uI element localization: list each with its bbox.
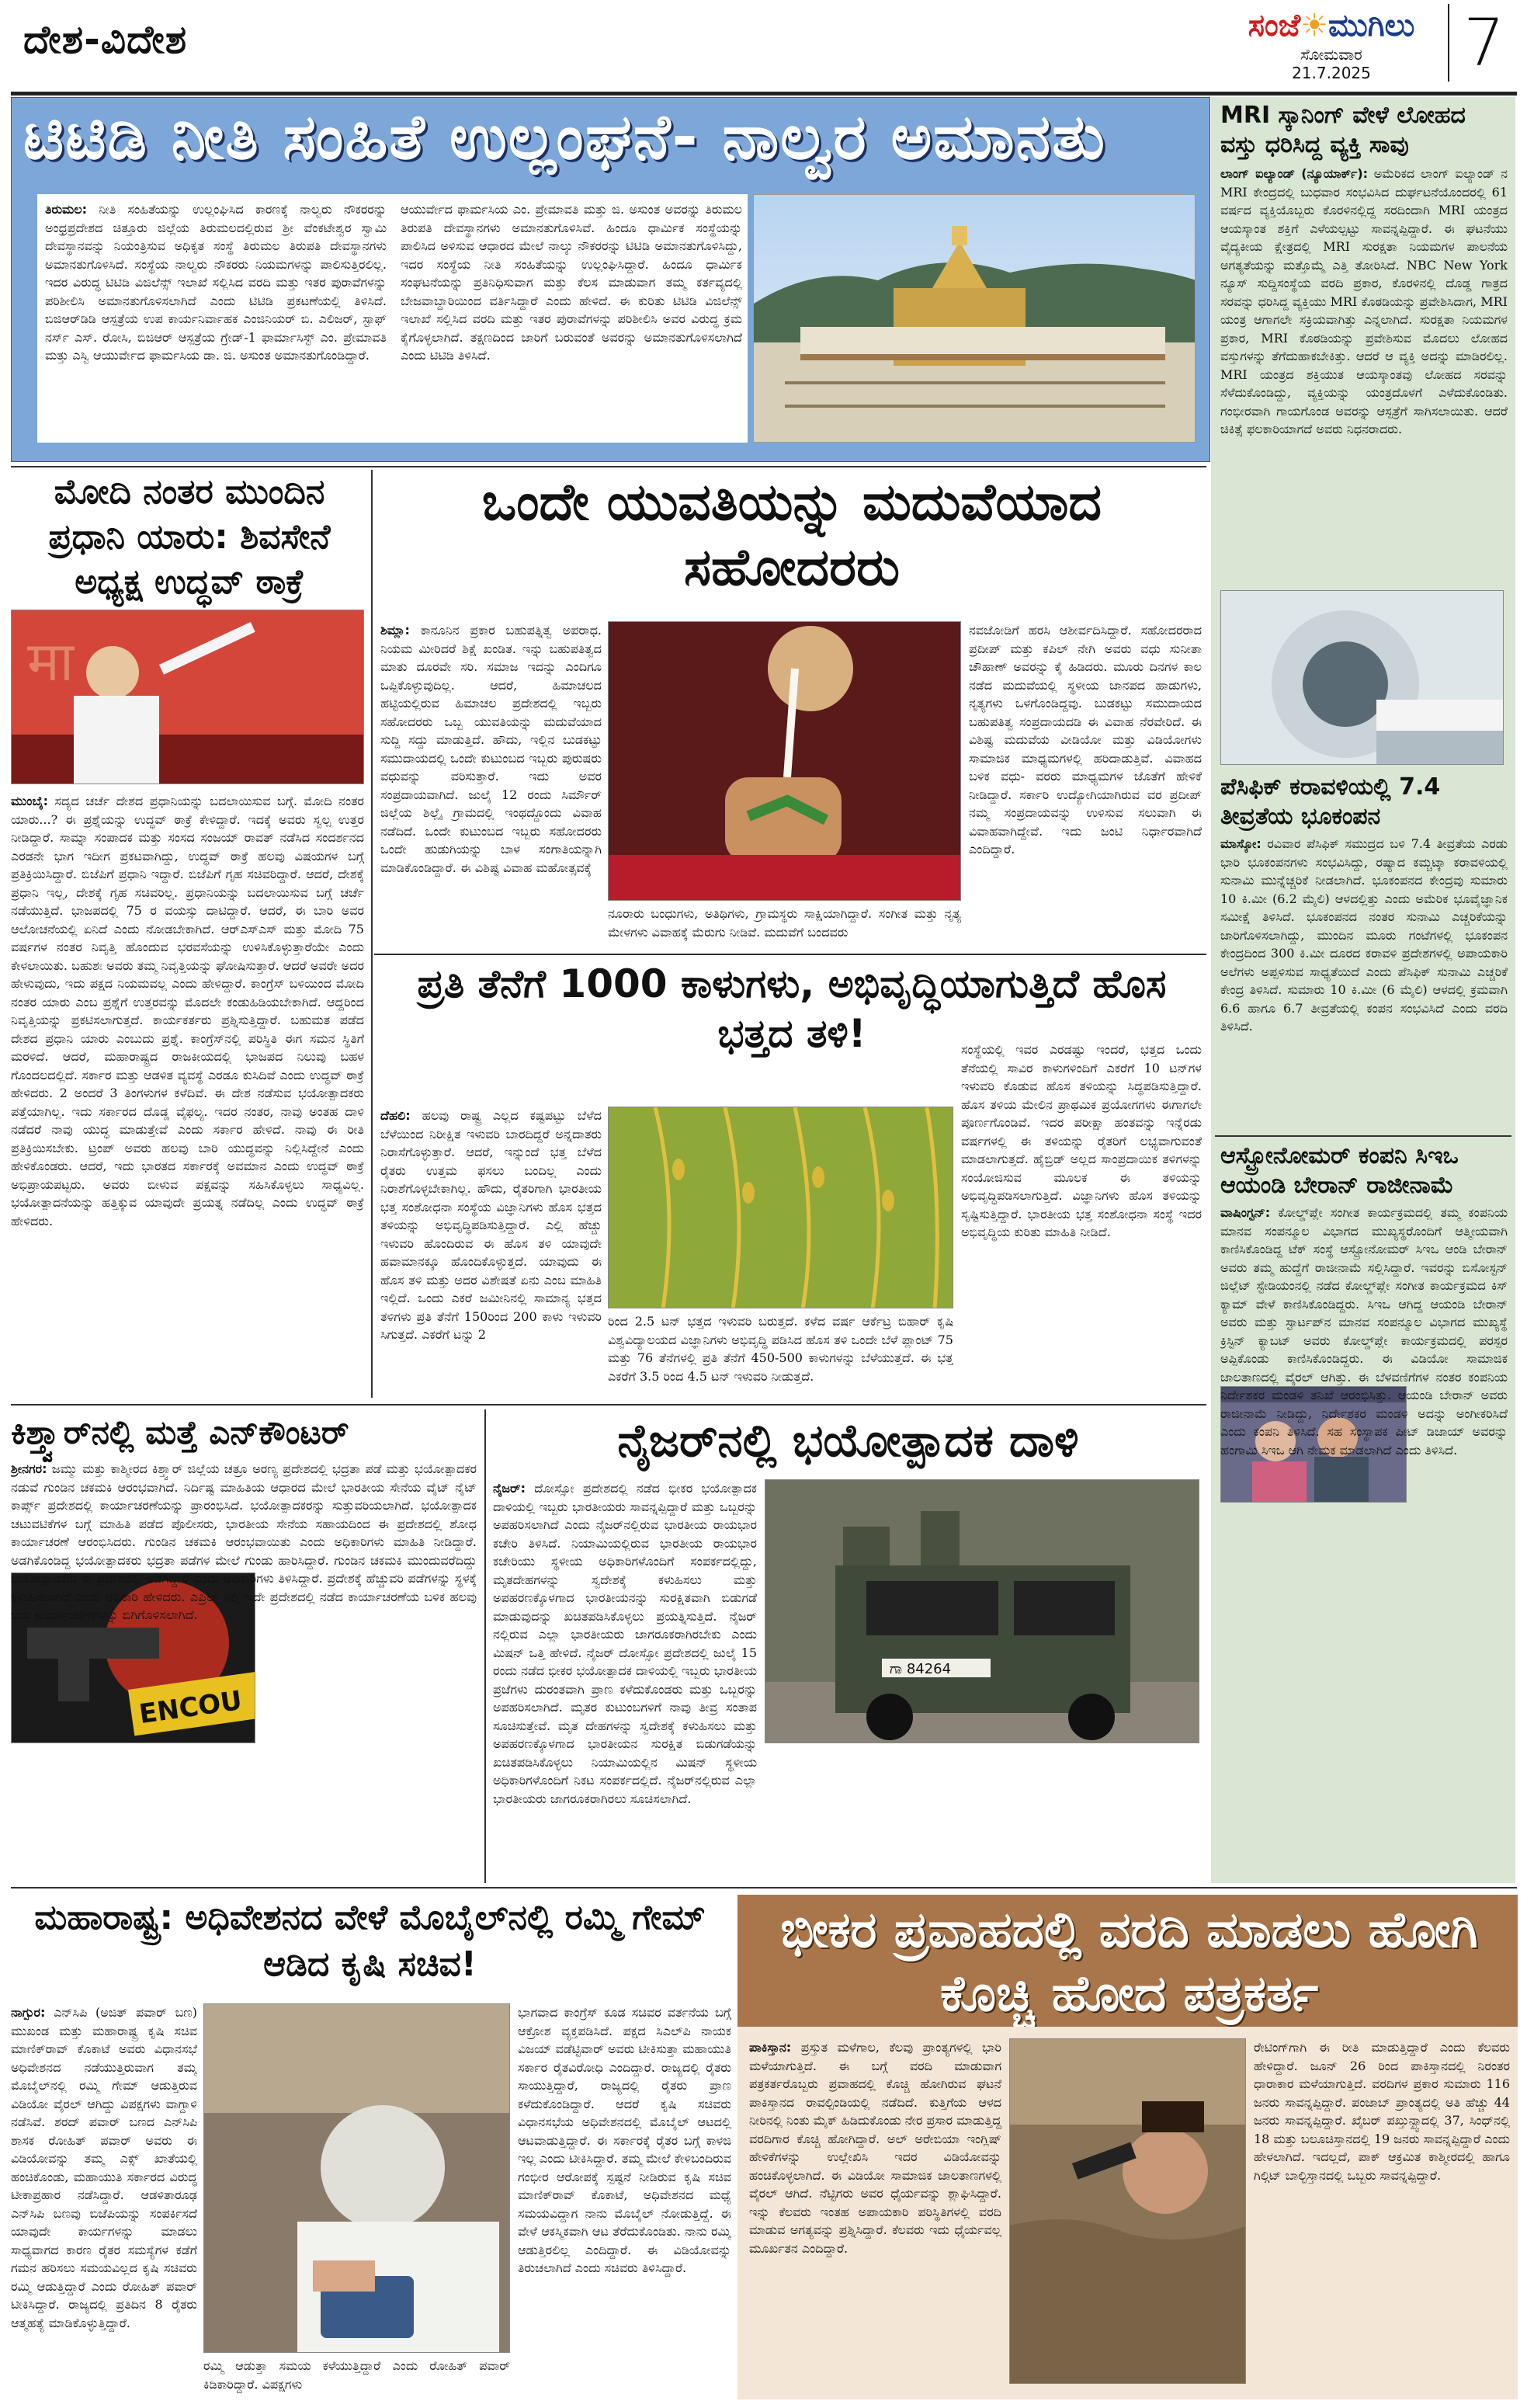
ttd-text-1: ನೀತಿ ಸಂಹಿತೆಯನ್ನು ಉಲ್ಲಂಘಿಸಿದ ಕಾರಣಕ್ಕೆ ನಾಲ್ವರು ನೌಕರರನ್ನು ಅಂಧ್ರಪ್ರದೇಶದ ಚಿತ್ತೂರು ಜಿಲ್ಲೆಯ ತಿರುಮಲದಲ್ಲಿರುವ ಶ್ರೀ ವೆಂಕಟೇಶ್ವರ ಸ್ವಾಮಿ ದೇವಸ್ಥಾನವನ್ನು ನಿಯಂತ್ರಿಸುವ ಅಧಿಕೃತ ಸಂಸ್ಥೆ ತಿರುಮಲ ತಿರುಪತಿ ದೇವಸ್ಥಾನಗಳು ಅಮಾನತುಗೊಳಿಸಿದೆ. ಸಂಸ್ಥೆಯ ನಾಲ್ವರು ನೌಕರರು ನಿಯಮಗಳನ್ನು ಪಾಲಿಸುತ್ತಿರಲಿಲ್ಲ. ಇದರ ವಿರುದ್ಧ ಟಿಟಿಡಿ ವಿಜಿಲೆನ್ಸ್ ಇಲಾಖೆ ಸಲ್ಲಿಸಿದ ವರದಿ ಮತ್ತು ಇತರ ಪುರಾವೆಗಳನ್ನು ಪರಿಶೀಲಿಸಿ ಅಮಾನತುಗೊಳಿಸಲಾಗಿದೆ ಎಂದು ಟಿಟಿಡಿ ಪ್ರಕಟಣೆಯಲ್ಲಿ ತಿಳಿಸಿದೆ. ಬಿಜಿಆರ್‌ಡಿಡಿ ಆಸ್ಪತ್ರೆಯ ಉಪ ಕಾರ್ಯನಿರ್ವಾಹಕ ಎಂಜಿನಿಯರ್ ಬಿ. ಎಲಿಜರ್, ಸ್ಟಾಫ್ ನರ್ಸ್ ಎಸ್. ರೋಸಿ, ಬಿಜಿಆರ್ ಆಸ್ಪತ್ರೆಯ ಗ್ರೇಡ್-1 ಫಾರ್ಮಾಸಿಸ್ಟ್ ಎಂ. ಪ್ರೇಮಾವತಿ ಮತ್ತು ಎಸ್ವಿ ಆಯುರ್ವೇದ ಫಾರ್ಮಸಿಯ ಡಾ. ಜಿ. ಅಸುಂತ ಅಮಾನತುಗೊಂಡಿದ್ದಾರೆ. — [45, 202, 387, 363]
kishtwar-body — [11, 1460, 477, 1883]
svg-text:मा: मा — [27, 630, 74, 693]
niger-dateline: ನೈಜರ್: — [493, 1481, 526, 1496]
rummy-col-1 — [11, 2003, 197, 2399]
mri-body — [1220, 165, 1508, 584]
niger-text: ದೋಸ್ಸೋ ಪ್ರದೇಶದಲ್ಲಿ ನಡೆದ ಭೀಕರ ಭಯೋತ್ಪಾದಕ ದಾಳಿಯಲ್ಲಿ ಇಬ್ಬರು ಭಾರತೀಯರು ಸಾವನ್ನಪ್ಪಿದ್ದಾರೆ ಮತ್ತು ಒಬ್ಬರನ್ನು ಅಪಹರಿಸಲಾಗಿದೆ ಎಂದು ನೈಜರ್‌ನಲ್ಲಿರುವ ಭಾರತೀಯ ರಾಯಭಾರ ಕಚೇರಿ ತಿಳಿಸಿದೆ. ನಿಯಾಮಿಯಲ್ಲಿರುವ ಭಾರತೀಯ ರಾಯಭಾರ ಕಚೇರಿಯು ಸ್ಥಳೀಯ ಅಧಿಕಾರಿಗಳೊಂದಿಗೆ ಸಂಪರ್ಕದಲ್ಲಿದ್ದು, ಮೃತದೇಹಗಳನ್ನು ಸ್ವದೇಶಕ್ಕೆ ಕಳುಹಿಸಲು ಮತ್ತು ಅಪಹರಣಕ್ಕೊಳಗಾದ ಭಾರತೀಯನನ್ನು ಸುರಕ್ಷಿತವಾಗಿ ಬಿಡುಗಡೆ ಮಾಡುವುದನ್ನು ಖಚಿತಪಡಿಸಿಕೊಳ್ಳಲು ಪ್ರಯತ್ನಿಸುತ್ತಿದೆ. ನೈಜರ್ ನಲ್ಲಿರುವ ಎಲ್ಲಾ ಭಾರತೀಯರು ಜಾಗರೂಕರಾಗಿರಬೇಕು ಎಂದು ಮಿಷನ್ ಒತ್ತಿ ಹೇಳಿದೆ. ನೈಜರ್ ದೋಸ್ಸೋ ಪ್ರದೇಶದಲ್ಲಿ ಜುಲೈ 15 ರಂದು ನಡೆದ ಭೀಕರ ಭಯೋತ್ಪಾದಕ ದಾಳಿಯಲ್ಲಿ ಇಬ್ಬರು ಭಾರತೀಯ ಪ್ರಜೆಗಳು ದುರಂತವಾಗಿ ಪ್ರಾಣ ಕಳೆದುಕೊಂಡರು ಮತ್ತು ಒಬ್ಬರನ್ನು ಅಪಹರಿಸಲಾಗಿದೆ. ಮೃತರ ಕುಟುಂಬಗಳಿಗೆ ನಾವು ತೀವ್ರ ಸಂತಾಪ ಸೂಚಿಸುತ್ತೇವೆ. ಮೃತ ದೇಹಗಳನ್ನು ಸ್ವದೇಶಕ್ಕೆ ಕಳುಹಿಸಲು ಮತ್ತು ಅಪಹರಣಕ್ಕೊಳಗಾದ ಭಾರತೀಯನ ಸುರಕ್ಷಿತ ಬಿಡುಗಡೆಯನ್ನು ಖಚಿತಪಡಿಸಿಕೊಳ್ಳಲು ನಿಯಾಮಿಯಲ್ಲಿನ ಮಿಷನ್ ಸ್ಥಳೀಯ ಅಧಿಕಾರಿಗಳೊಂದಿಗೆ ನಿಕಟ ಸಂಪರ್ಕದಲ್ಲಿದೆ. ನೈಜರ್‌ನಲ್ಲಿರುವ ಎಲ್ಲಾ ಭಾರತೀಯರು ಜಾಗರೂಕರಾಗಿರಲು ಸೂಚಿಸಲಾಗಿದೆ. — [493, 1481, 757, 1806]
astronomer-text: ಕೋಲ್ಡ್‌ಪ್ಲೇ ಸಂಗೀತ ಕಾರ್ಯಕ್ರಮದಲ್ಲಿ ತಮ್ಮ ಕಂಪನಿಯ ಮಾನವ ಸಂಪನ್ಮೂಲ ವಿಭಾಗದ ಮುಖ್ಯಸ್ಥರೊಂದಿಗೆ ಆತ್ಮೀಯವಾಗಿ ಕಾಣಿಸಿಕೊಂಡಿದ್ದ ಟೆಕ್ ಸಂಸ್ಥೆ ಆಸ್ಟ್ರೋನೋಮರ್ ಸಿಇಒ ಆಂಡಿ ಬೇರಾನ್ ಅವರು ತಮ್ಮ ಹುದ್ದೆಗೆ ರಾಜೀನಾಮೆ ಸಲ್ಲಿಸಿದ್ದಾರೆ. ಇವರನ್ನು ಬಿಸೋಸ್ಟನ್ ಜಿಲ್ಲೆಟ್ ಸ್ಟೇಡಿಯಂನಲ್ಲಿ ನಡೆದ ಕೋಲ್ಡ್‌ಪ್ಲೇ ಸಂಗೀತ ಕಾರ್ಯಕ್ರಮದ ಕಿಸ್ ಕ್ಯಾಮ್ ವೇಳೆ ಕಾಣಿಸಿಕೊಂಡಿದ್ದರು. ಸಿಇಒ ಆಗಿದ್ದ ಆಯಂಡಿ ಬೇರಾನ್ ಅವರು ಮತ್ತು ಸ್ಟಾರ್ಟಪ್‌ನ ಮಾನವ ಸಂಪನ್ಮೂಲ ವಿಭಾಗದ ಮುಖ್ಯಸ್ಥೆ ಕ್ರಿಸ್ಟಿನ್ ಕ್ಯಾಬಟ್ ಅವರು ಕೋಲ್ಡ್‌ಪ್ಲೇ ಕಾರ್ಯಕ್ರಮದಲ್ಲಿ ಪರಸ್ಪರ ಅಪ್ಪಿಕೊಂಡು ಕಾಣಿಸಿಕೊಂಡಿದ್ದರು. ಈ ವಿಡಿಯೋ ಸಾಮಾಜಿಕ ಜಾಲತಾಣದಲ್ಲಿ ವೈರಲ್ ಆಗಿತ್ತು. ಈ ಬೆಳವಣಿಗೆಗಳ ನಂತರ ಕಂಪನಿಯ ನಿರ್ದೇಶಕರ ಮಂಡಳಿ ತನಿಖೆ ಆರಂಭಿಸಿತ್ತು. ಆಯಂಡಿ ಬೇರಾನ್ ಅವರು ರಾಜೀನಾಮೆ ನೀಡಿದ್ದು, ನಿರ್ದೇಶಕರ ಮಂಡಳಿ ಅದನ್ನು ಅಂಗೀಕರಿಸಿದೆ ಎಂದು ಕಂಪನಿ ತಿಳಿಸಿದೆ. ಸಹ ಸಂಸ್ಥಾಪಕ ಪೀಟ್ ಡಿಜಾಯ್ ಅವರನ್ನು ಹಂಗಾಮಿ ಸಿಇಒ ಆಗಿ ನೇಮಕ ಮಾಡಲಾಗಿದೆ ಎಂದು ತಿಳಿಸಿದೆ. — [1220, 1205, 1508, 1458]
encounter-photo-text: ENCOU — [137, 1684, 245, 1731]
journalist-headline: ಭೀಕರ ಪ್ರವಾಹದಲ್ಲಿ ವರದಿ ಮಾಡಲು ಹೋಗಿ ಕೊಚ್ಚಿ ಹೋದ ಪತ್ರಕರ್ತ — [780, 1902, 1478, 2023]
rice-plant-photo — [608, 1107, 953, 1308]
rice-headline: ಪ್ರತಿ ತೆನೆಗೆ 1000 ಕಾಳುಗಳು, ಅಭಿವೃದ್ಧಿಯಾಗುತ್ತಿದೆ ಹೊಸ ಭತ್ತದ ತಳಿ! — [417, 961, 1167, 1056]
divider — [484, 1409, 486, 1883]
mri-machine-photo — [1220, 590, 1504, 765]
logo-part-a: ಸಂಜೆ — [1248, 8, 1301, 43]
rummy-text-2: ರಮ್ಮಿ ಆಡುತ್ತಾ ಸಮಯ ಕಳೆಯುತ್ತಿದ್ದಾರೆ ಎಂದು ರೋಹಿತ್ ಪವಾರ್ ಕಿಡಿಕಾರಿದ್ದಾರೆ. ವಿಪಕ್ಷಗಳು — [203, 2358, 510, 2392]
ttd-headline: ಟಿಟಿಡಿ ನೀತಿ ಸಂಹಿತೆ ಉಲ್ಲಂಘನೆ- ನಾಲ್ವರ ಅಮಾನತು — [23, 101, 1106, 173]
quake-text: ರವಿವಾರ ಪೆಸಿಫಿಕ್ ಸಮುದ್ರದ ಬಳಿ 7.4 ತೀವ್ರತೆಯ ಎರಡು ಭಾರಿ ಭೂಕಂಪನಗಳು ಸಂಭವಿಸಿದ್ದು, ರಷ್ಯಾದ ಕಮ್ಚಟ್ಕಾ ಕರಾವಳಿಯಲ್ಲಿ ಸುನಾಮಿ ಮುನ್ನೆಚ್ಚರಿಕೆ ನೀಡಲಾಗಿದೆ. ಭೂಕಂಪನದ ಕೇಂದ್ರವು ಸುಮಾರು 10 ಕಿ.ಮೀ (6.2 ಮೈಲಿ) ಆಳದಲ್ಲಿತ್ತು ಎಂದು ಅಮೆರಿಕ ಭೂವೈಜ್ಞಾನಿಕ ಸಮೀಕ್ಷೆ ತಿಳಿಸಿದೆ. ಭೂಕಂಪನದ ನಂತರ ಸುನಾಮಿ ಎಚ್ಚರಿಕೆಯನ್ನು ಜಾರಿಗೊಳಿಸಲಾಗಿದ್ದು, ಮುಂದಿನ ಮೂರು ಗಂಟೆಗಳಲ್ಲಿ ಭೂಕಂಪನ ಕೇಂದ್ರದಿಂದ 300 ಕಿ.ಮೀ ದೂರದ ಕರಾವಳಿ ಪ್ರದೇಶಗಳಲ್ಲಿ ಅಪಾಯಕಾರಿ ಅಲೆಗಳು ಅಪ್ಪಳಿಸುವ ಸಾಧ್ಯತೆಯಿದೆ ಎಂದು ಪೆಸಿಫಿಕ್ ಸುನಾಮಿ ಎಚ್ಚರಿಕೆ ಕೇಂದ್ರ ತಿಳಿಸಿದೆ. ಸುಮಾರು 10 ಕಿ.ಮೀ (6 ಮೈಲಿ) ಆಳದಲ್ಲಿ ಕ್ರಮವಾಗಿ 6.6 ಹಾಗೂ 6.7 ತೀವ್ರತೆಯಲ್ಲಿ ಕಂಪನ ಸಂಭವಿಸಿದೆ ಎಂದು ವರದಿ ತಿಳಿಸಿದೆ. — [1220, 836, 1508, 1034]
rice-dateline: ದೆಹಲಿ: — [380, 1108, 411, 1123]
rummy-text-1: ಎನ್‌ಸಿಪಿ (ಅಜಿತ್ ಪವಾರ್ ಬಣ) ಮುಖಂಡ ಮತ್ತು ಮಹಾರಾಷ್ಟ್ರ ಕೃಷಿ ಸಚಿವ ಮಾಣಿಕ್‌ರಾವ್ ಕೊಕಾಟೆ ಅವರು ವಿಧಾನಸಭೆ ಅಧಿವೇಶನದ ನಡೆಯುತ್ತಿರುವಾಗ ತಮ್ಮ ಮೊಬೈಲ್‌ನಲ್ಲಿ ರಮ್ಮಿ ಗೇಮ್ ಆಡುತ್ತಿರುವ ವಿಡಿಯೋ ವೈರಲ್ ಆಗಿದ್ದು ವಿಪಕ್ಷಗಳು ವಾಗ್ದಾಳಿ ನಡೆಸಿವೆ. ಶರದ್ ಪವಾರ್ ಬಣದ ಎನ್‌ಸಿಪಿ ಶಾಸಕ ರೋಹಿತ್ ಪವಾರ್ ಅವರು ಈ ವಿಡಿಯೋವನ್ನು ತಮ್ಮ ಎಕ್ಸ್ ಖಾತೆಯಲ್ಲಿ ಹಂಚಿಕೊಂಡು, ಮಹಾಯುತಿ ಸರ್ಕಾರದ ವಿರುದ್ಧ ಟೀಕಾಪ್ರಹಾರ ನಡೆಸಿದ್ದಾರೆ. ಆಡಳಿತಾರೂಢ ಎನ್‌ಸಿಪಿ ಬಣವು ಬಿಜೆಪಿಯನ್ನು ಸಂಪರ್ಕಿಸದೆ ಯಾವುದೇ ಕಾರ್ಯಗಳನ್ನು ಮಾಡಲು ಸಾಧ್ಯವಾಗದ ಕಾರಣ ರೈತರ ಸಮಸ್ಯೆಗಳ ಕಡೆಗೆ ಗಮನ ಹರಿಸಲು ಸಮಯವಿಲ್ಲದ ಕೃಷಿ ಸಚಿವರು ರಮ್ಮಿ ಆಡುತ್ತಿದ್ದಾರೆ ಎಂದು ರೋಹಿತ್ ಪವಾರ್ ಟೀಕಿಸಿದ್ದಾರೆ. ರಾಜ್ಯದಲ್ಲಿ ಪ್ರತಿದಿನ 8 ರೈತರು ಆತ್ಮಹತ್ಯೆ ಮಾಡಿಕೊಳ್ಳುತ್ತಿದ್ದಾರೆ. — [11, 2005, 197, 2330]
page-number: 7 — [1448, 4, 1504, 82]
thackeray-photo — [11, 610, 364, 784]
thackeray-headline: ಮೋದಿ ನಂತರ ಮುಂದಿನ ಪ್ರಧಾನಿ ಯಾರು: ಶಿವಸೇನೆ ಅಧ್ಯಕ್ಷ ಉದ್ಧವ್ ಠಾಕ್ರೆ — [48, 472, 331, 602]
divider — [374, 954, 1206, 955]
top-rule — [11, 92, 1517, 96]
brothers-col-1 — [380, 621, 602, 947]
masthead-day: ಸೋಮವಾರ — [1300, 45, 1362, 64]
ttd-col-2 — [401, 200, 742, 437]
journalist-dateline: ಪಾಕಿಸ್ತಾನ: — [749, 2040, 792, 2055]
brothers-col-2 — [608, 905, 961, 947]
thackeray-text: ಸದ್ಯದ ಚರ್ಚೆ ದೇಶದ ಪ್ರಧಾನಿಯನ್ನು ಬದಲಾಯಿಸುವ ಬಗ್ಗೆ. ಮೋದಿ ನಂತರ ಯಾರು...? ಈ ಪ್ರಶ್ನೆಯನ್ನು ಉದ್ಧವ್ ಠಾಕ್ರೆ ಕೇಳಿದ್ದಾರೆ. ಇದಕ್ಕೆ ಅವರು ಸ್ವಲ್ಪ ಉತ್ತರ ನೀಡಿದ್ದಾರೆ. ಸಾಮ್ನಾ ಸಂಪಾದಕ ಮತ್ತು ಸಂಸದ ಸಂಜಯ್ ರಾವತ್ ನಡೆಸಿದ ಸಂದರ್ಶನದ ಎರಡನೇ ಭಾಗ ಇದೀಗ ಪ್ರಕಟವಾಗಿದ್ದು, ಉದ್ಧವ್ ಠಾಕ್ರೆ ಹಲವು ವಿಷಯಗಳ ಬಗ್ಗೆ ಪ್ರತಿಕ್ರಿಯಿಸಿದ್ದಾರೆ. ಬಿಜೆಪಿಗೆ ಪ್ರಧಾನಿ ಇದ್ದಾರೆ. ಬಿಜೆಪಿಗೆ ಗೃಹ ಸಚಿವರಿದ್ದಾರೆ. ಆದರೆ, ದೇಶಕ್ಕೆ ಪ್ರಧಾನಿ ಇಲ್ಲ, ದೇಶಕ್ಕೆ ಗೃಹ ಸಚಿವರಿಲ್ಲ. ಪ್ರಧಾನಿಯನ್ನು ಬದಲಾಯಿಸುವ ಬಗ್ಗೆ ಚರ್ಚೆ ನಡೆಯುತ್ತಿದೆ. ಭಾಜಪದಲ್ಲಿ 75 ರ ವಯಸ್ಸು ದಾಟಿದ್ದಾರೆ. ಆದರೆ, ಈ ಬಾರಿ ಅವರ ಆಲೋಚನೆಯಲ್ಲಿ ಏನಿದೆ ಎಂದು ನೋಡಬೇಕಾಗಿದೆ. ಆರ್‌ಎಸ್‌ಎಸ್ ಮತ್ತು ಮೋದಿ 75 ವರ್ಷಗಳ ನಂತರ ನಿವೃತ್ತಿ ಹೊಂದುವ ಭರವಸೆಯನ್ನು ಉಳಿಸಿಕೊಳ್ಳುತ್ತಾರೆಯೇ ಎಂದು ಕೇಳಲಾಯಿತು. ಬಹುಶಃ ಅವರು ತಮ್ಮ ನಿವೃತ್ತಿಯನ್ನು ಘೋಷಿಸುತ್ತಾರೆ. ಆದರೆ ಅವರೇ ಅದರ ಹೇಳುವುದು, ಇದು ಪಕ್ಷದ ನಿಯಮವಲ್ಲ ಎಂದು ಹೇಳಿದ್ದಾರೆ. ಕಾಂಗ್ರೆಸ್ ಬಳಿಯಿಂದ ಮೋದಿ ನಂತರ ಯಾರು ಎಂಬ ಪ್ರಶ್ನೆಗೆ ಉತ್ತರವನ್ನು ಮೊದಲೇ ಕಂಡುಹಿಡಿಯಬೇಕಾಗಿದೆ. ಆದ್ದರಿಂದ ನಿವೃತ್ತಿಯನ್ನು ಪ್ರಕಟಿಸಲಾಗುತ್ತದೆ. ಕಾರ್ಯಕರ್ತರು ಪ್ರಶ್ನಿಸುತ್ತಿದ್ದಾರೆ. ಬಹುಮತ ಪಡೆದ ದೇಶದ ಪ್ರಧಾನಿ ಯಾರು ಎಂಬುದು ಪ್ರಶ್ನೆ. ಕಾಂಗ್ರೆಸ್‌ನಲ್ಲಿ ಪರಿಸ್ಥಿತಿ ಈಗ ಸಮನ ಸ್ಥಿತಿಗೆ ಮರಳಿದೆ. ಆದರೆ, ಮಹಾರಾಷ್ಟ್ರದ ರಾಜಕೀಯದಲ್ಲಿ ಭಾಜಪದ ನಿಲುವು ಬಹಳ ಗೊಂದಲದಲ್ಲಿದೆ. ಸರ್ಕಾರ ಮತ್ತು ಆಡಳಿತ ವ್ಯವಸ್ಥೆ ಎರಡೂ ಕುಸಿದಿವೆ ಎಂದು ಉದ್ಧವ್ ಠಾಕ್ರೆ ಹೇಳಿದರು. 2 ಅಂದರೆ 3 ತಿಂಗಳುಗಳ ಕಳೆದಿವೆ. ಈ ದೇಶ ನಡೆಸುವ ಭಯೋತ್ಪಾದಕರು ಪತ್ತೆಯಾಗಿಲ್ಲ. ಇದು ಸರ್ಕಾರದ ದೊಡ್ಡ ವೈಫಲ್ಯ. ಇದರ ನಂತರ, ನಾವು ಅಂತಹ ದಾಳಿ ನಡೆದರೆ ನಾವು ಯುದ್ಧ ಮಾಡುತ್ತೇವೆ ಎಂದು ಸರ್ಕಾರ ಹೇಳಿದೆ. ನಾವು ಈ ರೀತಿ ಪ್ರತಿಕ್ರಿಯಿಸಬೇಕು. ಟ್ರಂಪ್ ಅವರು ಹಲವು ಬಾರಿ ಯುದ್ಧವನ್ನು ನಿಲ್ಲಿಸಿದ್ದೇನೆ ಎಂದು ಹೇಳಿಕೊಂಡರು. ಆದರೆ, ಇದು ಭಾರತದ ಸರ್ಕಾರಕ್ಕೆ ಅವಮಾನ ಎಂದು ಉದ್ಧವ್ ಠಾಕ್ರೆ ಅಭಿಪ್ರಾಯಪಟ್ಟರು. ಅವರು ಬೀಳುವ ಪಕ್ಷವನ್ನು ಸಹಿಸಿಕೊಳ್ಳಲು ಸಾಧ್ಯವಿಲ್ಲ. ಭಯೋತ್ಪಾದನೆಯನ್ನು ಹತ್ತಿಕ್ಕುವ ಯಾವುದೇ ಪ್ರಯತ್ನ ನಡೆದಿಲ್ಲ ಎಂದು ಉದ್ಧವ್ ಠಾಕ್ರೆ ಹೇಳಿದರು. — [11, 794, 364, 1228]
brothers-headline: ಒಂದೇ ಯುವತಿಯನ್ನು ಮದುವೆಯಾದ ಸಹೋದರರು — [481, 472, 1102, 597]
army-truck-photo — [765, 1479, 1199, 1743]
masthead-date: 21.7.2025 — [1292, 64, 1371, 82]
astronomer-headline: ಆಸ್ಟ್ರೋನೋಮರ್ ಕಂಪನಿ ಸಿಇಒ ಆಯಂಡಿ ಬೇರಾನ್ ರಾಜೀನಾಮೆ — [1220, 1142, 1459, 1199]
tirumala-temple-photo — [753, 194, 1196, 443]
section-title: ದೇಶ-ವಿದೇಶ — [23, 17, 188, 62]
logo-part-b: ಮುಗಿಲು — [1328, 8, 1415, 43]
rice-col-1 — [380, 1107, 602, 1398]
rummy-col-3 — [518, 2003, 731, 2399]
masthead-logo — [1219, 6, 1444, 88]
niger-body — [493, 1479, 757, 1883]
mri-dateline: ಲಾಂಗ್ ಐಲ್ಯಾಂಡ್ (ನ್ಯೂಯಾರ್ಕ್): — [1220, 166, 1369, 181]
sun-icon: ☀ — [1300, 8, 1329, 43]
rice-col-3 — [961, 1041, 1202, 1398]
thackeray-dateline: ಮುಂಬೈ: — [11, 794, 49, 808]
rummy-dateline: ನಾಗ್ಪುರ: — [11, 2005, 46, 2020]
ttd-dateline: ತಿರುಮಲ: — [45, 202, 88, 217]
ttd-text-panel — [37, 194, 748, 443]
kishtwar-text: ಜಮ್ಮು ಮತ್ತು ಕಾಶ್ಮೀರದ ಕಿಶ್ತ್ವಾರ್ ಜಿಲ್ಲೆಯ ಚತ್ರೂ ಅರಣ್ಯ ಪ್ರದೇಶದಲ್ಲಿ ಭದ್ರತಾ ಪಡೆ ಮತ್ತು ಭಯೋತ್ಪಾದಕರ ನಡುವೆ ಗುಂಡಿನ ಚಕಮಕಿ ಆರಂಭವಾಗಿದೆ. ನಿರ್ದಿಷ್ಟ ಮಾಹಿತಿಯ ಆಧಾರದ ಮೇಲೆ ಭಾರತೀಯ ಸೇನೆಯ ವೈಟ್ ನೈಟ್ ಕಾರ್ಪ್ಸ್ ಪ್ರದೇಶದಲ್ಲಿ ಕಾರ್ಯಾಚರಣೆಯನ್ನು ಪ್ರಾರಂಭಿಸಿದೆ. ಭಯೋತ್ಪಾದಕರನ್ನು ಸುತ್ತುವರಿಯಲಾಗಿದೆ. ಭಯೋತ್ಪಾದಕ ಚಟುವಟಿಕೆಗಳ ಬಗ್ಗೆ ಮಾಹಿತಿ ಪಡೆದ ಪೊಲೀಸರು, ಭಾರತೀಯ ಸೇನೆಯ ಸಹಾಯದಿಂದ ಈ ಪ್ರದೇಶದಲ್ಲಿ ಶೋಧ ಕಾರ್ಯಾಚರಣೆ ಆರಂಭಿಸಿದರು. ಗುಂಡಿನ ಚಕಮಕಿ ಆರಂಭವಾಯಿತು ಎಂದು ಅಧಿಕಾರಿಗಳು ಮಾಹಿತಿ ನೀಡಿದ್ದಾರೆ. ಅಡಗಿಕೊಂಡಿದ್ದ ಭಯೋತ್ಪಾದಕರು ಭದ್ರತಾ ಪಡೆಗಳ ಮೇಲೆ ಗುಂಡು ಹಾರಿಸಿದ್ದಾರೆ. ಗುಂಡಿನ ಚಕಮಕಿ ಮುಂದುವರೆದಿದ್ದು ಭಯೋತ್ಪಾದಕರು ಈ ಪ್ರದೇಶದಲ್ಲಿ ಅಡಗಿದ್ದಾರೆ ಎಂದು ಅಧಿಕಾರಿಗಳು ತಿಳಿಸಿದ್ದಾರೆ. ಪ್ರದೇಶಕ್ಕೆ ಹೆಚ್ಚುವರಿ ಪಡೆಗಳನ್ನು ಸ್ಥಳಕ್ಕೆ ಕಳುಹಿಸಲಾಗಿದೆ ಎಂದು ಅಧಿಕಾರಿ ಹೇಳಿದರು. ಎಪ್ರಿಲ್ ನಲ್ಲಿ ಇದೇ ಪ್ರದೇಶದಲ್ಲಿ ನಡೆದ ಕಾರ್ಯಾಚರಣೆಯ ಬಳಿಕ ಹಲವು ಬಾರಿ ಕಾರ್ಯಾಚರಣೆಗಳನ್ನು ಬಿಗಿಗೊಳಿಸಲಾಗಿದೆ. — [11, 1461, 477, 1622]
ttd-text-2: ಆಯುರ್ವೇದ ಫಾರ್ಮಸಿಯ ಎಂ. ಪ್ರೇಮಾವತಿ ಮತ್ತು ಜಿ. ಅಸುಂತ ಅವರನ್ನು ತಿರುಮಲ ತಿರುಪತಿ ದೇವಸ್ಥಾನಗಳು ಅಮಾನತುಗೊಳಿಸಿವೆ. ಹಿಂದೂ ಧಾರ್ಮಿಕ ಸಂಸ್ಥೆಯನ್ನು ಪಾಲಿಸಿದ ಅಳಿಸುವ ಆಧಾರದ ಮೇಲೆ ನಾಲ್ಕು ನೌಕರರನ್ನು ಟಿಟಿಡಿ ಅಮಾನತುಗೊಳಿಸಿದ್ದು, ಇದರ ಸಂಸ್ಥೆಯ ನೀತಿ ಸಂಹಿತೆಯನ್ನು ಉಲ್ಲಂಘಿಸಿದ್ದಾರೆ. ಹಿಂದೂ ಧಾರ್ಮಿಕ ಸಂಘಟನೆಯನ್ನು ಪ್ರತಿನಿಧಿಸುವಾಗ ಮತ್ತು ಕೆಲಸ ಮಾಡುವಾಗ ತಮ್ಮ ಕರ್ತವ್ಯದಲ್ಲಿ ಬೇಜವಾಬ್ದಾರಿಯಿಂದ ವರ್ತಿಸಿದ್ದಾರೆ ಎಂದು ಹೇಳಿದೆ. ಈ ಕುರಿತು ಟಿಟಿಡಿ ವಿಜಿಲೆನ್ಸ್ ಇಲಾಖೆ ಸಲ್ಲಿಸಿದ ವರದಿ ಮತ್ತು ಇತರ ಪುರಾವೆಗಳನ್ನು ಪರಿಶೀಲಿಸಿ ಅವರ ವಿರುದ್ಧ ಕ್ರಮ ಕೈಗೊಳ್ಳಲಾಗಿದೆ. ತಕ್ಷಣದಿಂದ ಜಾರಿಗೆ ಬರುವಂತೆ ಅವರನ್ನು ಅಮಾನತುಗೊಳಿಸಲಾಗಿದೆ ಎಂದು ಟಿಟಿಡಿ ತಿಳಿಸಿದೆ. — [401, 202, 742, 363]
divider — [11, 466, 1206, 467]
divider — [371, 470, 373, 1398]
journalist-text-1: ಪ್ರಸ್ತುತ ಮಳೆಗಾಲ, ಕೆಲವು ಪ್ರಾಂತ್ಯಗಳಲ್ಲಿ ಭಾರಿ ಮಳೆಯಾಗುತ್ತಿದೆ. ಈ ಬಗ್ಗೆ ವರದಿ ಮಾಡುವಾಗ ಪತ್ರಕರ್ತರೊಬ್ಬರು ಪ್ರವಾಹದಲ್ಲಿ ಕೊಚ್ಚಿ ಹೋಗಿರುವ ಘಟನೆ ಪಾಕಿಸ್ತಾನದ ರಾವಲ್ಪಿಂಡಿಯಲ್ಲಿ ನಡೆದಿದೆ. ಕುತ್ತಿಗೆಯ ಆಳದ ನೀರಿನಲ್ಲಿ ನಿಂತು ಮೈಕ್ ಹಿಡಿದುಕೊಂಡು ನೇರ ಪ್ರಸಾರ ಮಾಡುತ್ತಿದ್ದ ವರದಿಗಾರ ಕೊಚ್ಚಿ ಹೋಗಿದ್ದಾರೆ. ಅಲ್ ಅರೇಬಿಯಾ ಇಂಗ್ಲಿಷ್ ಹೇಳಿಕೆಗಳನ್ನು ಉಲ್ಲೇಖಿಸಿ ಇದರ ವಿಡಿಯೋವನ್ನು ಹಂಚಿಕೊಳ್ಳಲಾಗಿದೆ. ಈ ವಿಡಿಯೋ ಸಾಮಾಜಿಕ ಜಾಲತಾಣಗಳಲ್ಲಿ ವೈರಲ್ ಆಗಿದೆ. ನೆಟ್ಟಿಗರು ಅವರ ಧೈರ್ಯವನ್ನು ಶ್ಲಾಘಿಸಿದ್ದಾರೆ. ಇನ್ನು ಕೆಲವರು ಇಂತಹ ಅಪಾಯಕಾರಿ ಪರಿಸ್ಥಿತಿಗಳಲ್ಲಿ ವರದಿ ಮಾಡುವ ಅಗತ್ಯವನ್ನು ಪ್ರಶ್ನಿಸಿದ್ದಾರೆ. ಕೆಲವರು ಇದು ಧೈರ್ಯವಲ್ಲ ಮೂರ್ಖತನ ಎಂದಿದ್ದಾರೆ. — [749, 2040, 1001, 2256]
ttd-col-1 — [45, 200, 387, 437]
rummy-text-3: ಭಾಗವಾದ ಕಾಂಗ್ರೆಸ್ ಕೂಡ ಸಚಿವರ ವರ್ತನೆಯ ಬಗ್ಗೆ ಆಕ್ರೋಶ ವ್ಯಕ್ತಪಡಿಸಿದೆ. ಪಕ್ಷದ ಸಿಎಲ್‌ಪಿ ನಾಯಕ ವಿಜಯ್ ವಡೆಟ್ಟಿವಾರ್ ಅವರು ಟೀಕಿಸುತ್ತಾ ಮಹಾಯುತಿ ಸರ್ಕಾರ ರೈತವಿರೋಧಿ ಎಂದಿದ್ದಾರೆ. ರಾಜ್ಯದಲ್ಲಿ ರೈತರು ಸಾಯುತ್ತಿದ್ದಾರೆ, ರಾಜ್ಯದಲ್ಲಿ ರೈತರು ಪ್ರಾಣ ಕಳೆದುಕೊಂಡಿದ್ದಾರೆ. ಆದರೆ ಕೃಷಿ ಸಚಿವರು ವಿಧಾನಸಭೆಯ ಅಧಿವೇಶನದಲ್ಲಿ ಮೊಬೈಲ್ ಆಟದಲ್ಲಿ ಆಟವಾಡುತ್ತಿದ್ದಾರೆ. ಈ ಸರ್ಕಾರಕ್ಕೆ ರೈತರ ಬಗ್ಗೆ ಕಾಳಜಿ ಇಲ್ಲ ಎಂದು ಟೀಕಿಸಿದ್ದಾರೆ. ತಮ್ಮ ಮೇಲೆ ಕೇಳಿಬಂದಿರುವ ಗಂಭೀರ ಆರೋಪಕ್ಕೆ ಸ್ಪಷ್ಟನೆ ನೀಡಿರುವ ಕೃಷಿ ಸಚಿವ ಮಾಣಿಕ್‌ರಾವ್ ಕೊಕಾಟೆ, ಅಧಿವೇಶನದ ಮಧ್ಯೆ ಸಮಯವಿದ್ದಾಗ ನಾನು ಮೊಬೈಲ್ ನೋಡುತ್ತಿದ್ದೆ. ಈ ವೇಳೆ ಆಕಸ್ಮಿಕವಾಗಿ ಆಟ ತೆರೆದುಕೊಂಡಿತು. ನಾನು ರಮ್ಮಿ ಆಡುತ್ತಿರಲಿಲ್ಲ ಎಂದಿದ್ದಾರೆ. ಈ ವಿಡಿಯೋವನ್ನು ತಿರುಚಲಾಗಿದೆ ಎಂದು ಸಚಿವರು ತಿಳಿಸಿದ್ದಾರೆ. — [518, 2005, 731, 2275]
rice-text-2: ರಿಂದ 2.5 ಟನ್ ಭತ್ತದ ಇಳುವರಿ ಬರುತ್ತದೆ. ಕಳೆದ ವರ್ಷ ಆರ್ಕೆಟ್ರ ಬಿಹಾರ್ ಕೃಷಿ ವಿಶ್ವವಿದ್ಯಾಲಯದ ವಿಜ್ಞಾನಿಗಳು ಅಭಿವೃದ್ಧಿ ಪಡಿಸಿದ ಹೊಸ ತಳಿ ಒಂದೇ ಬೆಳೆ ಪ್ಲಾಂಟ್ 75 ಮತ್ತು 76 ತೆನೆಗಳಲ್ಲಿ ಪ್ರತಿ ತೆನೆಗೆ 450-500 ಕಾಳುಗಳನ್ನು ಬೆಳೆಯುತ್ತದೆ. ಈ ಭತ್ತ ಎಕರೆಗೆ 3.5 ರಿಂದ 4.5 ಟನ್ ಇಳುವರಿ ನೀಡುತ್ತದೆ. — [608, 1314, 953, 1384]
truck-plate-text: ಗಾ 84264 — [890, 1661, 952, 1677]
brothers-dateline: ಶಿಮ್ಲಾ: — [380, 623, 410, 638]
quake-headline: ಪೆಸಿಫಿಕ್ ಕರಾವಳಿಯಲ್ಲಿ 7.4 ತೀವ್ರತೆಯ ಭೂಕಂಪನ — [1220, 773, 1441, 830]
journalist-col-2 — [1254, 2038, 1510, 2392]
rice-text-3: ಸಂಸ್ಥೆಯಲ್ಲಿ ಇವರ ಎರಡಷ್ಟು ಇಂದರೆ, ಭತ್ತದ ಒಂದು ತೆನೆಯಲ್ಲಿ ಸಾವಿರ ಕಾಳುಗಳಿಂದಿಗೆ ಎಕರೆಗೆ 10 ಟನ್‌ಗಳ ಇಳುವರಿ ಕೊಡುವ ಹೊಸ ತಳಿಯನ್ನು ಸಿದ್ಧಪಡಿಸುತ್ತಿದ್ದಾರೆ. ಹೊಸ ತಳಿಯ ಮೇಲಿನ ಪ್ರಾಥಮಿಕ ಪ್ರಯೋಗಗಳು ಈಗಾಗಲೇ ಪೂರ್ಣಗೊಂಡಿವೆ. ಇದರ ಪರೀಕ್ಷಾ ಹಂತವನ್ನು ಇನ್ನೆರಡು ವರ್ಷಗಳಲ್ಲಿ ಈ ತಳಿಯನ್ನು ರೈತರಿಗೆ ಲಭ್ಯವಾಗುವಂತೆ ಮಾಡಲಾಗುತ್ತದೆ. ಹೈಬ್ರಿಡ್ ಅಲ್ಲದ ಸಾಂಪ್ರದಾಯಿಕ ತಳಿಗಳನ್ನು ಸಂಯೋಜಿಸುವ ಮೂಲಕ ಈ ತಳಿಯನ್ನು ಅಭಿವೃದ್ಧಿಪಡಿಸಲಾಗುತ್ತಿದೆ. ವಿಜ್ಞಾನಿಗಳು ಹೊಸ ತಳಿಯನ್ನು ಸೃಷ್ಟಿಸುತ್ತಿದ್ದಾರೆ. ಭಾರತೀಯ ಭತ್ತ ಸಂಶೋಧನಾ ಸಂಸ್ಥೆ ಇದರ ಅಭಿವೃದ್ಧಿಯ ಕುರಿತು ಮಾಹಿತಿ ನೀಡಿದೆ. — [961, 1042, 1202, 1239]
rummy-col-2 — [203, 2357, 510, 2399]
flood-reporter-photo — [1009, 2038, 1246, 2384]
divider — [11, 1887, 1517, 1889]
quake-body — [1220, 835, 1508, 1130]
rummy-headline: ಮಹಾರಾಷ್ಟ್ರ: ಅಧಿವೇಶನದ ವೇಳೆ ಮೊಬೈಲ್‌ನಲ್ಲಿ ರಮ್ಮಿ ಗೇಮ್ ಆಡಿದ ಕೃಷಿ ಸಚಿವ! — [34, 1898, 706, 1984]
astronomer-body — [1220, 1204, 1508, 1879]
rice-col-2 — [608, 1312, 953, 1398]
astronomer-dateline: ವಾಷಿಂಗ್ಟನ್: — [1220, 1205, 1271, 1220]
journalist-text-2: ರೇಟಿಂಗ್‌ಗಾಗಿ ಈ ರೀತಿ ಮಾಡುತ್ತಿದ್ದಾರೆ ಎಂದು ಕೆಲವರು ಹೇಳಿದ್ದಾರೆ. ಜೂನ್ 26 ರಿಂದ ಪಾಕಿಸ್ತಾನದಲ್ಲಿ ನಿರಂತರ ಧಾರಾಕಾರ ಮಳೆಯಾಗುತ್ತಿದೆ. ವರದಿಗಳ ಪ್ರಕಾರ ಸುಮಾರು 116 ಜನರು ಸಾವನ್ನಪ್ಪಿದ್ದಾರೆ. ಪಂಜಾಬ್ ಪ್ರಾಂತ್ಯದಲ್ಲಿ ಅತಿ ಹೆಚ್ಚು 44 ಜನರು ಸಾವನ್ನಪ್ಪಿದ್ದಾರೆ. ಖೈಬರ್ ಪಖ್ತುನ್ಖ್ವಾದಲ್ಲಿ 37, ಸಿಂಧ್‌ನಲ್ಲಿ 18 ಮತ್ತು ಬಲೂಚಿಸ್ತಾನದಲ್ಲಿ 19 ಜನರು ಸಾವನ್ನಪ್ಪಿದ್ದಾರೆ ಎಂದು ಹೇಳಲಾಗಿದೆ. ಇದಲ್ಲದೆ, ಪಾಕ್ ಆಕ್ರಮಿತ ಕಾಶ್ಮೀರದಲ್ಲಿ ಹಾಗೂ ಗಿಲ್ಗಿಟ್ ಬಾಲ್ಟಿಸ್ತಾನದಲ್ಲಿ ಒಬ್ಬರು ಸಾವನ್ನಪ್ಪಿದ್ದಾರೆ. — [1254, 2040, 1510, 2183]
niger-headline: ನೈಜರ್‌ನಲ್ಲಿ ಭಯೋತ್ಪಾದಕ ದಾಳಿ — [617, 1414, 1079, 1467]
wedding-photo — [608, 621, 961, 901]
kishtwar-dateline: ಶ್ರೀನಗರ: — [11, 1461, 47, 1476]
journalist-col-1 — [749, 2038, 1001, 2392]
mri-headline: MRI ಸ್ಕಾನಿಂಗ್ ವೇಳೆ ಲೋಹದ ವಸ್ತು ಧರಿಸಿದ್ದ ವ್ಯಕ್ತಿ ಸಾವು — [1220, 102, 1466, 158]
minister-phone-photo — [203, 2003, 510, 2353]
rice-text-1: ಹಲವು ರಾಷ್ಟ್ರ ಎಲ್ಲದ ಕಷ್ಟಪಟ್ಟು ಬೆಳೆದ ಬೆಳೆಯಿಂದ ನಿರೀಕ್ಷಿತ ಇಳುವರಿ ಬಾರದಿದ್ದರೆ ಅನ್ನದಾತರು ನಿರಾಸೆಗೊಳ್ಳುತ್ತಾರೆ. ಆದರೆ, ಇನ್ನುಂದೆ ಭತ್ತ ಬೆಳೆದ ರೈತರು ಉತ್ತಮ ಫಸಲು ಬಂದಿಲ್ಲ ಎಂದು ನಿರಾಶೆಗೊಳ್ಳಬೇಕಾಗಿಲ್ಲ. ಹೌದು, ರೈತರಿಗಾಗಿ ಭಾರತೀಯ ಭತ್ತ ಸಂಶೋಧನಾ ಸಂಸ್ಥೆಯ ವಿಜ್ಞಾನಿಗಳು ಹೊಸ ಭತ್ತದ ತಳಿಯನ್ನು ಅಭಿವೃದ್ಧಿಪಡಿಸುತ್ತಿದ್ದಾರೆ. ಎಲ್ಲಿ ಹೆಚ್ಚು ಇಳುವರಿ ಹೊಂದಿರುವ ಈ ಹೊಸ ತಳಿ ಯಾವುದೇ ಹವಾಮಾನಕ್ಕೂ ಹೊಂದಿಕೊಳ್ಳುತ್ತದೆ. ಯಾವುದು ಈ ಹೊಸ ತಳಿ ಮತ್ತು ಅದರ ವಿಶೇಷತೆ ಏನು ಎಂಬ ಮಾಹಿತಿ ಇಲ್ಲಿದೆ. ಒಂದು ಎಕರೆ ಜಮೀನಿನಲ್ಲಿ ಸಾಮಾನ್ಯ ಭತ್ತದ ತಳಿಗಳು ಪ್ರತಿ ತೆನೆಗೆ 150ರಿಂದ 200 ಕಾಳು ಇಳುವರಿ ಸಿಗುತ್ತದೆ. ಎಕರೆಗೆ ಟನ್ನು 2 — [380, 1108, 602, 1342]
thackeray-body — [11, 792, 364, 1398]
brothers-text-2: ನೂರಾರು ಬಂಧುಗಳು, ಅತಿಥಿಗಳು, ಗ್ರಾಮಸ್ಥರು ಸಾಕ್ಷಿಯಾಗಿದ್ದಾರೆ. ಸಂಗೀತ ಮತ್ತು ನೃತ್ಯ ಮೇಳಗಳು ವಿವಾಹಕ್ಕೆ ಮೆರುಗು ನೀಡಿವೆ. ಮದುವೆಗೆ ಬಂದವರು — [608, 906, 961, 940]
brothers-text-1: ಕಾನೂನಿನ ಪ್ರಕಾರ ಬಹುಪತ್ನಿತ್ವ ಅಪರಾಧ. ನಿಯಮ ಮೀರಿದರೆ ಶಿಕ್ಷೆ ಖಂಡಿತ. ಇನ್ನು ಬಹುಪತಿತ್ವದ ಮಾತು ದೂರವೇ ಸರಿ. ಸಮಾಜ ಇದನ್ನು ಎಂದಿಗೂ ಒಪ್ಪಿಕೊಳ್ಳುವುದಿಲ್ಲ. ಆದರೆ, ಹಿಮಾಚಲದ ಹಟ್ಟಿಯಲ್ಲಿರುವ ಹಿಮಾಚಲ ಪ್ರದೇಶದಲ್ಲಿ ಇಬ್ಬರು ಸಹೋದರರು ಒಬ್ಬ ಯುವತಿಯನ್ನು ಮದುವೆಯಾದ ಸುದ್ದಿ ಸದ್ದು ಮಾಡುತ್ತಿದೆ. ಹೌದು, ಇಲ್ಲಿನ ಬುಡಕಟ್ಟು ಸಮುದಾಯದಲ್ಲಿ ಒಂದೇ ಕುಟುಂಬದ ಇಬ್ಬರು ಪುರುಷರು ವಧುವನ್ನು ವರಿಸುತ್ತಾರೆ. ಇದು ಅವರ ಸಂಪ್ರದಾಯವಾಗಿದೆ. ಜುಲೈ 12 ರಂದು ಸಿರ್ಮೌರ್ ಜಿಲ್ಲೆಯ ಶಿಲ್ಲೈ ಗ್ರಾಮದಲ್ಲಿ ಇಂಥದ್ದೊಂದು ವಿವಾಹ ನಡೆದಿದೆ. ಒಂದೇ ಕುಟುಂಬದ ಇಬ್ಬರು ಸಹೋದರರು ಒಂದೇ ಹುಡುಗಿಯನ್ನು ಬಾಳ ಸಂಗಾತಿಯನ್ನಾಗಿ ಮಾಡಿಕೊಂಡಿದ್ದಾರೆ. ಈ ವಿಶಿಷ್ಟ ವಿವಾಹ ಮಹೋತ್ಸವಕ್ಕೆ — [380, 623, 602, 875]
kishtwar-headline: ಕಿಶ್ತ್ವಾರ್‌ನಲ್ಲಿ ಮತ್ತೆ ಎನ್‌ಕೌಂಟರ್ — [11, 1413, 349, 1451]
brothers-col-3 — [969, 621, 1202, 947]
mri-text: ಅಮೆರಿಕದ ಲಾಂಗ್ ಐಲ್ಯಾಂಡ್ ನ MRI ಕೇಂದ್ರದಲ್ಲಿ ಬುಧವಾರ ಸಂಭವಿಸಿದ ದುರ್ಘಟನೆಯೊಂದರಲ್ಲಿ 61 ವರ್ಷದ ವ್ಯಕ್ತಿಯೊಬ್ಬರು ಕೊರಳಿನಲ್ಲಿದ್ದ ಸರದಿಂದಾಗಿ MRI ಯಂತ್ರದ ಆಯಸ್ಕಾಂತ ಶಕ್ತಿಗೆ ಎಳೆಯಲ್ಪಟ್ಟು ಸಾವನ್ನಪ್ಪಿದ್ದಾರೆ. ಈ ಘಟನೆಯು ವೈದ್ಯಕೀಯ ಕ್ಷೇತ್ರದಲ್ಲಿ MRI ಸುರಕ್ಷತಾ ನಿಯಮಗಳ ಪಾಲನೆಯ ಅಗತ್ಯತೆಯನ್ನು ಮತ್ತೊಮ್ಮೆ ಎತ್ತಿ ತೋರಿಸಿದೆ. NBC New York ನ್ಯೂಸ್ ಸುದ್ದಿಸಂಸ್ಥೆಯ ವರದಿ ಪ್ರಕಾರ, ಕೊರಳಿನಲ್ಲಿ ದೊಡ್ಡ ಗಾತ್ರದ ಸರವನ್ನು ಧರಿಸಿದ್ದ ವ್ಯಕ್ತಿಯು MRI ಕೊಠಡಿಯನ್ನು ಪ್ರವೇಶಿಸಿದಾಗ, MRI ಯಂತ್ರ ಆಗಾಗಲೇ ಸಕ್ರಿಯವಾಗಿತ್ತು ಎನ್ನಲಾಗಿದೆ. ಸುರಕ್ಷತಾ ನಿಯಮಗಳ ಪ್ರಕಾರ, MRI ಕೊಠಡಿಯನ್ನು ಪ್ರವೇಶಿಸುವ ಮೊದಲು ಲೋಹದ ವಸ್ತುಗಳನ್ನು ತೆಗೆದುಹಾಕಬೇಕಿತ್ತು. ಆದರೆ ಆ ವ್ಯಕ್ತಿ ಅದನ್ನು ಮಾಡಿರಲಿಲ್ಲ. MRI ಯಂತ್ರದ ಶಕ್ತಿಯುತ ಆಯಸ್ಕಾಂತವು ಲೋಹದ ಸರವನ್ನು ಸೆಳೆದುಕೊಂಡಿದ್ದು, ವ್ಯಕ್ತಿಯನ್ನು ಯಂತ್ರದೊಳಗೆ ಎಳೆದುಕೊಂಡಿತು. ಗಂಭೀರವಾಗಿ ಗಾಯಗೊಂಡ ಅವರನ್ನು ಆಸ್ಪತ್ರೆಗೆ ಸಾಗಿಸಲಾಯಿತು. ಆದರೆ ಚಿಕಿತ್ಸೆ ಫಲಕಾರಿಯಾಗದೆ ಅವರು ನಿಧನರಾದರು. — [1220, 166, 1508, 436]
divider — [1215, 1135, 1511, 1137]
quake-dateline: ಮಾಸ್ಕೋ: — [1220, 836, 1262, 851]
divider — [11, 1404, 1206, 1406]
brothers-text-3: ನವಜೋಡಿಗೆ ಹರಸಿ ಆಶೀರ್ವದಿಸಿದ್ದಾರೆ. ಸಹೋದರರಾದ ಪ್ರದೀಪ್ ಮತ್ತು ಕಪಿಲ್ ನೇಗಿ ಅವರು ವಧು ಸುನೀತಾ ಚೌಹಾಣ್ ಅವರನ್ನು ಕೈ ಹಿಡಿದರು. ಮೂರು ದಿನಗಳ ಕಾಲ ನಡೆದ ಮದುವೆಯಲ್ಲಿ ಸ್ಥಳೀಯ ಜಾನಪದ ಹಾಡುಗಳು, ನೃತ್ಯಗಳು ಒಳಗೊಂಡಿದ್ದವು. ಬುಡಕಟ್ಟು ಸಮುದಾಯದ ಬಹುಪತಿತ್ವ ಸಂಪ್ರದಾಯದಡಿ ಈ ವಿವಾಹ ನೆರವೇರಿದೆ. ಈ ವಿಶಿಷ್ಟ ಮದುವೆಯ ವೀಡಿಯೋ ಮತ್ತು ವಿಡಿಯೋಗಳು ಸಾಮಾಜಿಕ ಮಾಧ್ಯಮಗಳಲ್ಲಿ ಹರಿದಾಡುತ್ತಿವೆ. ವಿವಾಹದ ಬಳಿಕ ವಧು- ವರರು ಮಾಧ್ಯಮಗಳ ಜೊತೆಗೆ ಹೇಳಿಕೆ ನೀಡಿದ್ದಾರೆ. ಸರ್ಕಾರಿ ಉದ್ಯೋಗಿಯಾಗಿರುವ ವರ ಪ್ರದೀಪ್ ನಮ್ಮ ಸಂಪ್ರದಾಯವನ್ನು ಉಳಿಸುವ ಸಲುವಾಗಿ ಈ ವಿವಾಹವಾಗಿದ್ದೇವೆ. ಇದು ಜಂಟಿ ನಿರ್ಧಾರವಾಗಿದೆ ಎಂದಿದ್ದಾರೆ. — [969, 623, 1202, 857]
